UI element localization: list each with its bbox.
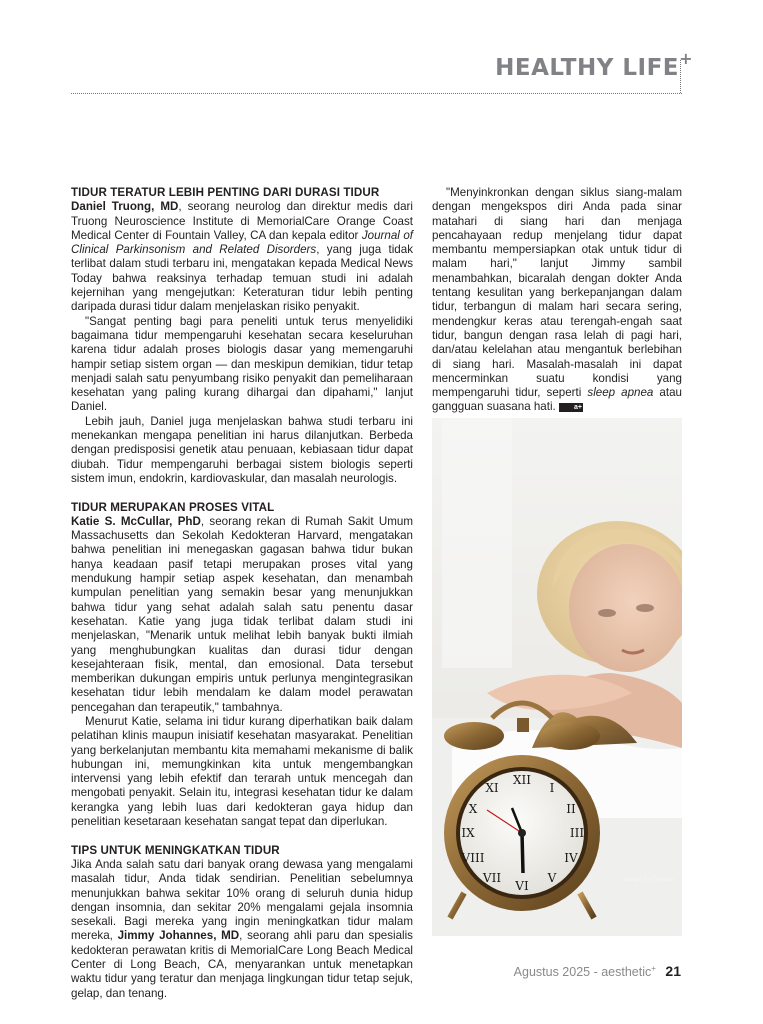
text-run: Jika Anda salah satu dari banyak orang dewasa yang mengalami masalah tidur, Anda tidak sendirian. Penelitian sebelumnya menunjukkan bahwa sekitar 10% orang di seluruh dunia hidup dengan insomnia, dan sekitar 20% mengalami gejala insomnia sesekali. Bagi mereka yang ingin meningkatkan tidur malam mereka, (71, 857, 413, 943)
svg-text:III: III (569, 826, 585, 840)
header-divider-vertical (680, 60, 681, 93)
emphasis-term: sleep apnea (587, 386, 654, 400)
expert-name: Katie S. McCullar, PhD (71, 514, 201, 528)
header-divider-rule (71, 93, 682, 94)
paragraph: Lebih jauh, Daniel juga menjelaskan bahwa studi terbaru ini menekankan mengapa penelitian ini harus dilanjutkan. Berbeda dengan predisposisi genetik atau penuaan, kebiasaan tidur dapat diubah. Tidur mempengaruhi berbagai sistem biologis seperti sistem imun, endokrin, kardiovaskular, dan masalah neurologis. (71, 414, 413, 485)
left-column (71, 186, 413, 1001)
issue-plus: + (651, 963, 656, 973)
svg-text:II: II (566, 802, 576, 816)
page-footer (514, 963, 681, 979)
paragraph: Menurut Katie, selama ini tidur kurang diperhatikan baik dalam pelatihan klinis maupun inisiatif kesehatan masyarakat. Penelitian yang berkelanjutan membantu kita memahami mekanisme di balik hubungan ini, memungkinkan kita untuk mengembangkan intervensi yang lebih efektif dan terarah untuk mencegah dan mengobati penyakit. Selain itu, integrasi kesehatan tidur ke dalam kerangka yang lebih luas dari kedokteran gaya hidup dan penelitian kesetaraan kesehatan sangat tepat dan diperlukan. (71, 714, 413, 829)
section-title-text: HEALTHY LIFE (495, 55, 679, 81)
svg-text:XII: XII (512, 773, 532, 787)
article-end-icon: a+ (559, 403, 583, 412)
text-run: , seorang rekan di Rumah Sakit Umum Massachusetts dan Sekolah Kedokteran Harvard, mengatakan bahwa penelitian ini menegaskan gagasan bahwa tidur bukan hanya keadaan pasif tetapi merupakan proses vital yang mendukung hampir setiap aspek kesehatan, dan menambah kumpulan penelitian yang semakin besar yang menunjukkan bahwa tidur yang sehat adalah salah satu penentu dasar kesehatan. Katie yang juga tidak terlibat dalam studi ini menjelaskan, "Menarik untuk melihat lebih banyak bukti ilmiah yang menghubungkan kualitas dan durasi tidur dengan kesejahteraan fisik, mental, dan emosional. Data tersebut memberikan dukungan empiris untuk perlunya mengintegrasikan kesehatan tidur lebih mendalam ke dalam model perawatan pencegahan dan terapeutik," tambahnya. (71, 514, 413, 714)
svg-text:IX: IX (461, 826, 475, 840)
section-title (495, 49, 693, 81)
text-run: , yang juga tidak terlibat dalam studi terbaru ini, mengatakan kepada Medical News Today bahwa reaksinya terhadap temuan studi ini adalah kejernihan yang mengejutkan: Keteraturan tidur lebih penting daripada durasi tidur dalam menjelaskan risiko penyakit. (71, 243, 413, 314)
heading-sleep-regularity: TIDUR TERATUR LEBIH PENTING DARI DURASI TIDUR (71, 186, 380, 199)
expert-name: Jimmy Johannes, MD (117, 929, 240, 943)
text-run: "Menyinkronkan dengan siklus siang-malam dengan mengekspos diri Anda pada sinar matahari di siang hari dan menjaga pencahayaan redup menjelang tidur dapat membantu mempersiapkan otak untuk tidur di malam hari," lanjut Jimmy sambil menambahkan, bicaralah dengan dokter Anda tentang kesulitan yang berkepanjangan dalam tidur, terbangun di malam hari secara sering, mendengkur keras atau terengah-engah saat tidur, bangun dengan rasa lelah di pagi hari, dan/atau kelelahan atau mengantuk berlebihan di siang hari. Masalah-masalah ini dapat mencerminkan suatu kondisi yang mempengaruhi tidur, seperti (432, 186, 682, 400)
spacer (71, 486, 413, 500)
issue-label: Agustus 2025 - aesthetic (513, 965, 652, 979)
heading-vital-process: TIDUR MERUPAKAN PROSES VITAL (71, 500, 275, 514)
alarm-clock-photo (432, 418, 682, 936)
section-title-plus: + (679, 49, 693, 68)
paragraph (432, 186, 682, 415)
paragraph (71, 200, 413, 314)
heading-sleep-tips: TIPS UNTUK MENINGKATKAN TIDUR (71, 843, 280, 857)
paragraph (71, 858, 413, 1001)
page-number: 21 (665, 963, 681, 979)
text-run: atau gangguan suasana hati. (432, 386, 682, 414)
expert-name: Daniel Truong, MD (71, 200, 179, 214)
svg-text:VII: VII (482, 871, 502, 885)
right-column (432, 186, 682, 415)
paragraph: "Sangat penting bagi para peneliti untuk terus menyelidiki bagaimana tidur mempengaruhi kesehatan secara keseluruhan karena tidur adalah proses biologis dasar yang memengaruhi hampir setiap sistem organ — dan meskipun demikian, tidur tetap menjadi salah satu penyumbang risiko penyakit dan pemeliharaan kesehatan yang paling kurang dihargai dan dipahami," lanjut Daniel. (71, 314, 413, 414)
svg-text:XI: XI (485, 781, 499, 795)
spacer (71, 829, 413, 843)
svg-text:IV: IV (564, 851, 578, 865)
svg-text:VIII: VIII (461, 851, 485, 865)
journal-title: Journal of Clinical Parkinsonism and Related Disorders (71, 228, 413, 257)
photo-illustration (432, 418, 682, 936)
svg-text:X: X (468, 802, 478, 816)
paragraph (71, 515, 413, 715)
photo-credit: Image by Freepik (623, 876, 674, 883)
svg-text:I: I (549, 781, 555, 795)
svg-text:VI: VI (515, 879, 529, 893)
text-run: , seorang neurolog dan direktur medis dari Truong Neuroscience Institute di MemorialCare Orange Coast Medical Center di Fountain Valley, CA dan kepala editor (71, 200, 413, 242)
svg-text:V: V (547, 871, 557, 885)
page-header (0, 0, 763, 100)
text-run: , seorang ahli paru dan spesialis kedokteran perawatan kritis di MemorialCare Long Beach Medical Center di Long Beach, CA, menyarankan untuk menetapkan waktu tidur yang teratur dan menjaga lingkungan tidur tetap sejuk, gelap, dan tenang. (71, 929, 413, 1000)
